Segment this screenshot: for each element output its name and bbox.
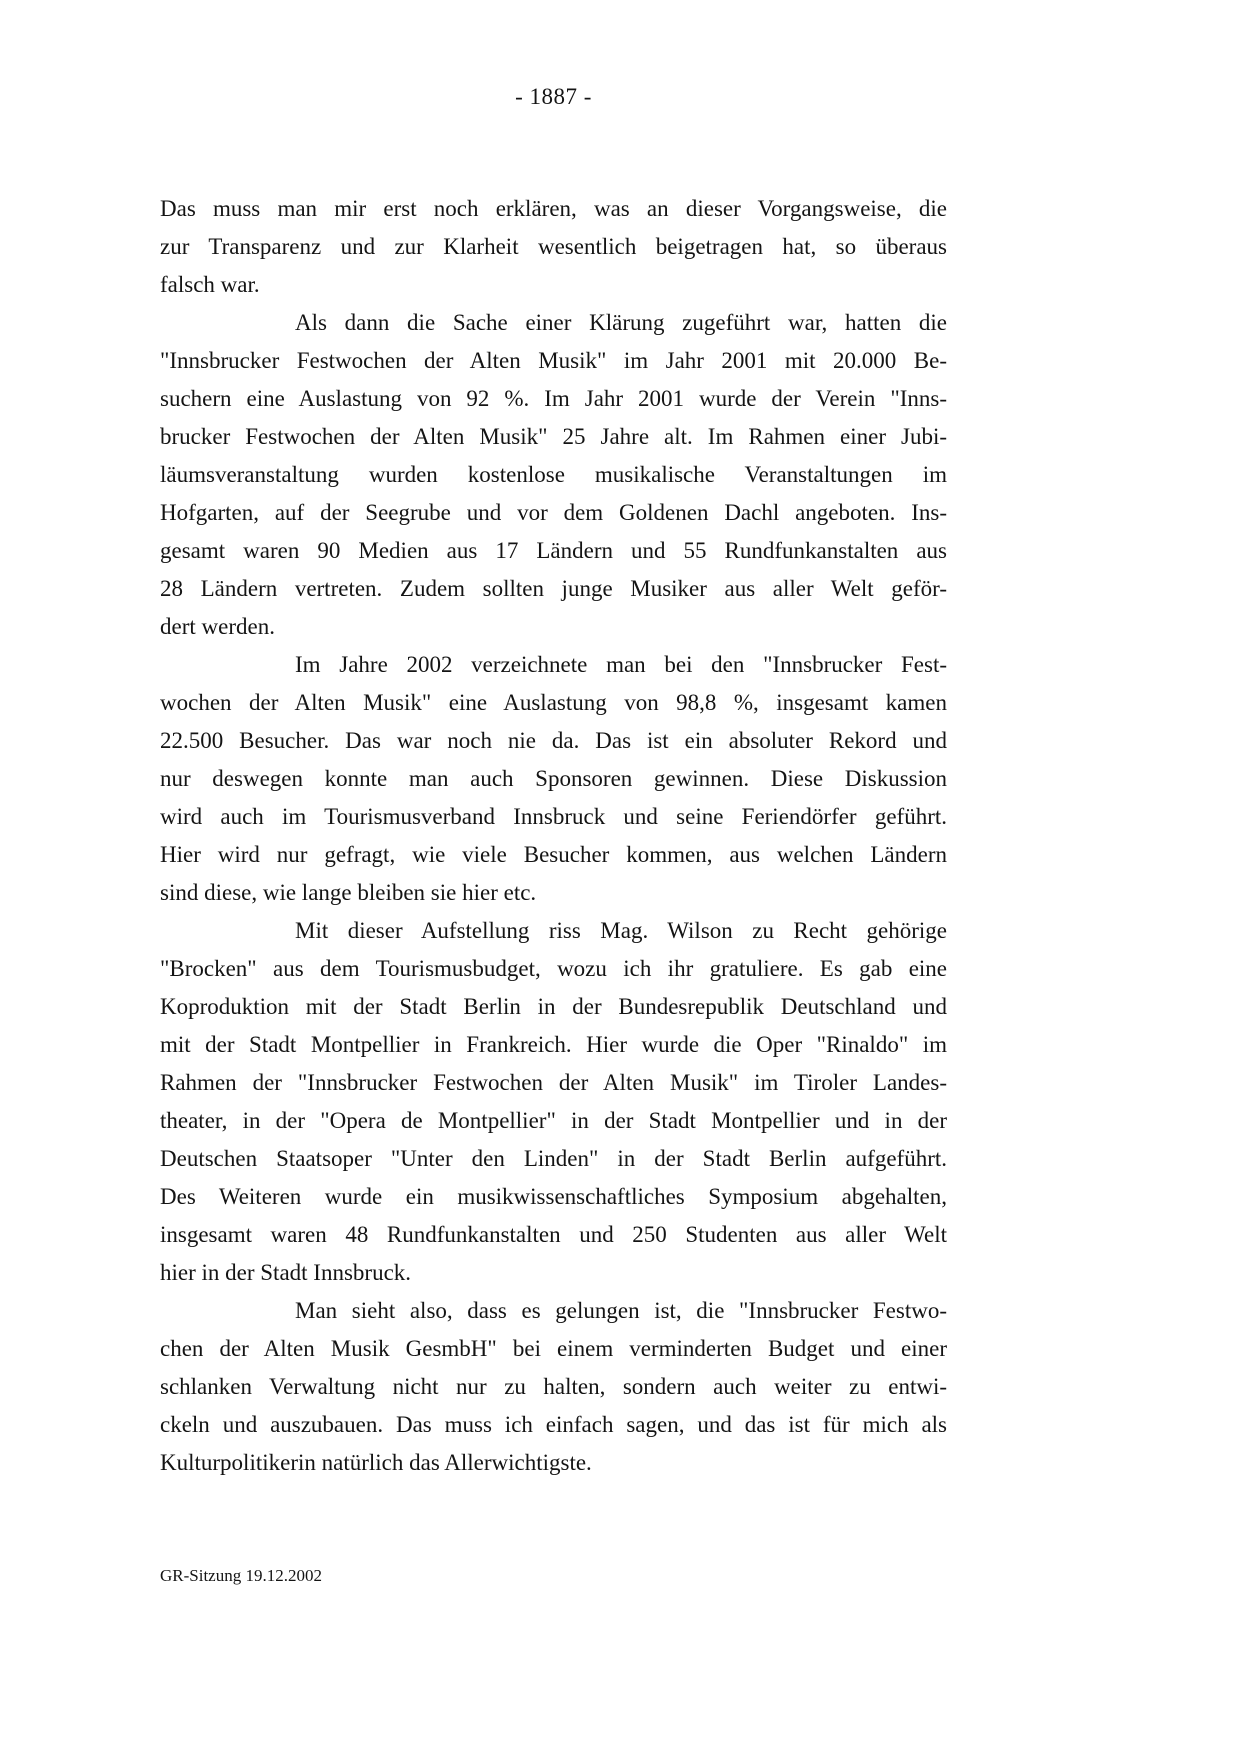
- text-line: theater, in der "Opera de Montpellier" in der Stadt Montpellier und in der: [160, 1108, 947, 1133]
- text-line: brucker Festwochen der Alten Musik" 25 Jahre alt. Im Rahmen einer Jubi-: [160, 424, 947, 449]
- text-line: 22.500 Besucher. Das war noch nie da. Das ist ein absoluter Rekord und: [160, 728, 947, 753]
- text-line: sind diese, wie lange bleiben sie hier etc.: [160, 880, 537, 905]
- text-line: suchern eine Auslastung von 92 %. Im Jahr 2001 wurde der Verein "Inns-: [160, 386, 947, 411]
- text-line: schlanken Verwaltung nicht nur zu halten, sondern auch weiter zu entwi-: [160, 1374, 947, 1399]
- text-line: "Innsbrucker Festwochen der Alten Musik" im Jahr 2001 mit 20.000 Be-: [160, 348, 947, 373]
- paragraph: [160, 646, 947, 912]
- paragraph: [160, 304, 947, 646]
- page-number: - 1887 -: [515, 84, 592, 109]
- text-line: mit der Stadt Montpellier in Frankreich. Hier wurde die Oper "Rinaldo" im: [160, 1032, 947, 1057]
- text-line: chen der Alten Musik GesmbH" bei einem verminderten Budget und einer: [160, 1336, 947, 1361]
- text-line: Als dann die Sache einer Klärung zugeführt war, hatten die: [295, 310, 947, 335]
- paragraph: [160, 912, 947, 1292]
- text-line: Hofgarten, auf der Seegrube und vor dem Goldenen Dachl angeboten. Ins-: [160, 500, 947, 525]
- text-line: Koproduktion mit der Stadt Berlin in der Bundesrepublik Deutschland und: [160, 994, 947, 1019]
- text-line: läumsveranstaltung wurden kostenlose musikalische Veranstaltungen im: [160, 462, 947, 487]
- text-block: [160, 190, 947, 1482]
- text-line: ckeln und auszubauen. Das muss ich einfach sagen, und das ist für mich als: [160, 1412, 947, 1437]
- text-line: Des Weiteren wurde ein musikwissenschaftliches Symposium abgehalten,: [160, 1184, 947, 1209]
- footer-session-label: GR-Sitzung 19.12.2002: [160, 1566, 322, 1585]
- text-line: Das muss man mir erst noch erklären, was an dieser Vorgangsweise, die: [160, 196, 947, 221]
- text-line: gesamt waren 90 Medien aus 17 Ländern und 55 Rundfunkanstalten aus: [160, 538, 947, 563]
- paragraph: [160, 1292, 947, 1482]
- text-line: nur deswegen konnte man auch Sponsoren gewinnen. Diese Diskussion: [160, 766, 947, 791]
- text-line: wird auch im Tourismusverband Innsbruck und seine Feriendörfer geführt.: [160, 804, 947, 829]
- text-line: wochen der Alten Musik" eine Auslastung von 98,8 %, insgesamt kamen: [160, 690, 947, 715]
- text-line: "Brocken" aus dem Tourismusbudget, wozu ich ihr gratuliere. Es gab eine: [160, 956, 947, 981]
- text-line: hier in der Stadt Innsbruck.: [160, 1260, 412, 1285]
- text-line: Rahmen der "Innsbrucker Festwochen der Alten Musik" im Tiroler Landes-: [160, 1070, 947, 1095]
- text-line: Im Jahre 2002 verzeichnete man bei den "Innsbrucker Fest-: [295, 652, 947, 677]
- text-line: dert werden.: [160, 614, 275, 639]
- text-line: Deutschen Staatsoper "Unter den Linden" in der Stadt Berlin aufgeführt.: [160, 1146, 947, 1171]
- text-line: Man sieht also, dass es gelungen ist, die "Innsbrucker Festwo-: [295, 1298, 947, 1323]
- text-line: 28 Ländern vertreten. Zudem sollten junge Musiker aus aller Welt geför-: [160, 576, 947, 601]
- text-line: Kulturpolitikerin natürlich das Allerwichtigste.: [160, 1450, 592, 1475]
- text-line: zur Transparenz und zur Klarheit wesentlich beigetragen hat, so überaus: [160, 234, 947, 259]
- text-line: insgesamt waren 48 Rundfunkanstalten und 250 Studenten aus aller Welt: [160, 1222, 947, 1247]
- text-line: Mit dieser Aufstellung riss Mag. Wilson zu Recht gehörige: [295, 918, 947, 943]
- paragraph: [160, 190, 947, 304]
- text-line: Hier wird nur gefragt, wie viele Besucher kommen, aus welchen Ländern: [160, 842, 947, 867]
- text-line: falsch war.: [160, 272, 260, 297]
